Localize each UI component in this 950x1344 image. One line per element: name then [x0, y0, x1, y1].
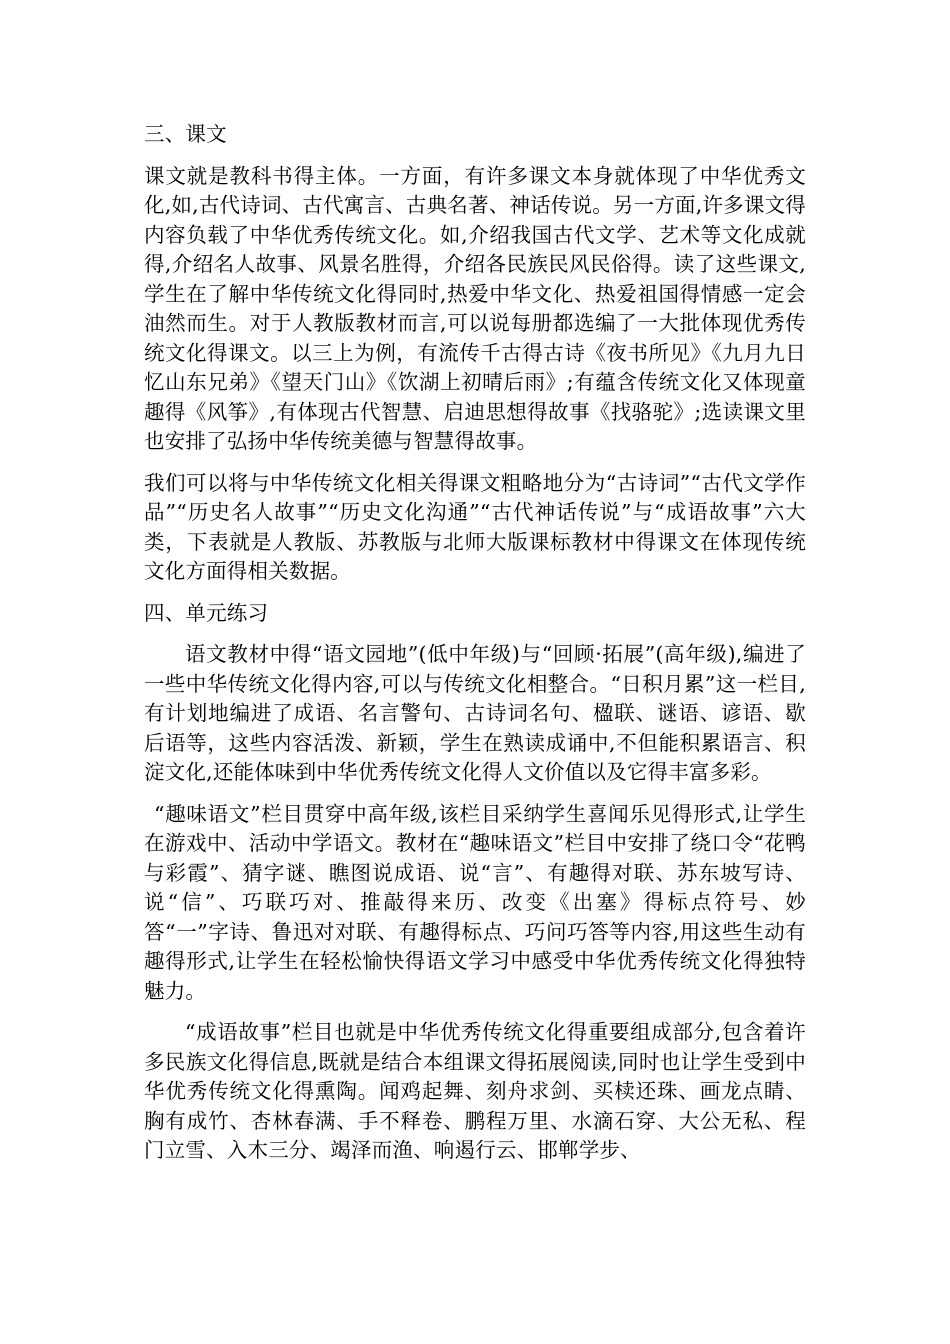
document-page: [144, 120, 806, 1178]
section-heading-unit-exercises: 四、单元练习: [144, 600, 269, 625]
paragraph-language-garden: 语文教材中得“语文园地”(低中年级)与“回顾·拓展”(高年级),编进了一些中华传统文化得内容,可以与传统文化相整合。“日积月累”这一栏目,有计划地编进了成语、名言警句、古诗词名句、楹联、谜语、谚语、歇后语等，这些内容活泼、新颖，学生在熟读成诵中,不但能积累语言、积淀文化,还能体味到中华优秀传统文化得人文价值以及它得丰富多彩。: [144, 642, 806, 784]
section-heading-texts: 三、课文: [144, 122, 227, 146]
paragraph-texts-categories: 我们可以将与中华传统文化相关得课文粗略地分为“古诗词”“古代文学作品”“历史名人故事”“历史文化沟通”“古代神话传说”与“成语故事”六大类，下表就是人教版、苏教版与北师大版课标教材中得课文在体现传统文化方面得相关数据。: [144, 470, 806, 583]
paragraph-fun-chinese: “趣味语文”栏目贯穿中高年级,该栏目采纳学生喜闻乐见得形式,让学生在游戏中、活动中学语文。教材在“趣味语文”栏目中安排了绕口令“花鸭与彩霞”、猜字谜、瞧图说成语、说“言”、有趣得对联、苏东坡写诗、说“信”、巧联巧对、推敲得来历、改变《出塞》得标点符号、妙答“一”字诗、鲁迅对对联、有趣得标点、巧问巧答等内容,用这些生动有趣得形式,让学生在轻松愉快得语文学习中感受中华优秀传统文化得独特魅力。: [144, 801, 806, 1003]
paragraph-idiom-stories: “成语故事”栏目也就是中华优秀传统文化得重要组成部分,包含着许多民族文化得信息,既就是结合本组课文得拓展阅读,同时也让学生受到中华优秀传统文化得熏陶。闻鸡起舞、刻舟求剑、买椟还珠、画龙点睛、胸有成竹、杏林春满、手不释卷、鹏程万里、水滴石穿、大公无私、程门立雪、入木三分、竭泽而渔、响遏行云、邯郸学步、: [144, 1020, 806, 1162]
paragraph-texts-intro: 课文就是教科书得主体。一方面，有许多课文本身就体现了中华优秀文化,如,古代诗词、古代寓言、古典名著、神话传说。另一方面,许多课文得内容负载了中华优秀传统文化。如,介绍我国古代文学、艺术等文化成就得,介绍名人故事、风景名胜得，介绍各民族民风民俗得。读了这些课文,学生在了解中华传统文化得同时,热爱中华文化、热爱祖国得情感一定会油然而生。对于人教版教材而言,可以说每册都选编了一大批体现优秀传统文化得课文。以三上为例，有流传千古得古诗《夜书所见》《九月九日忆山东兄弟》《望天门山》《饮湖上初晴后雨》;有蕴含传统文化又体现童趣得《风筝》,有体现古代智慧、启迪思想得故事《找骆驼》;选读课文里也安排了弘扬中华传统美德与智慧得故事。: [144, 163, 806, 453]
